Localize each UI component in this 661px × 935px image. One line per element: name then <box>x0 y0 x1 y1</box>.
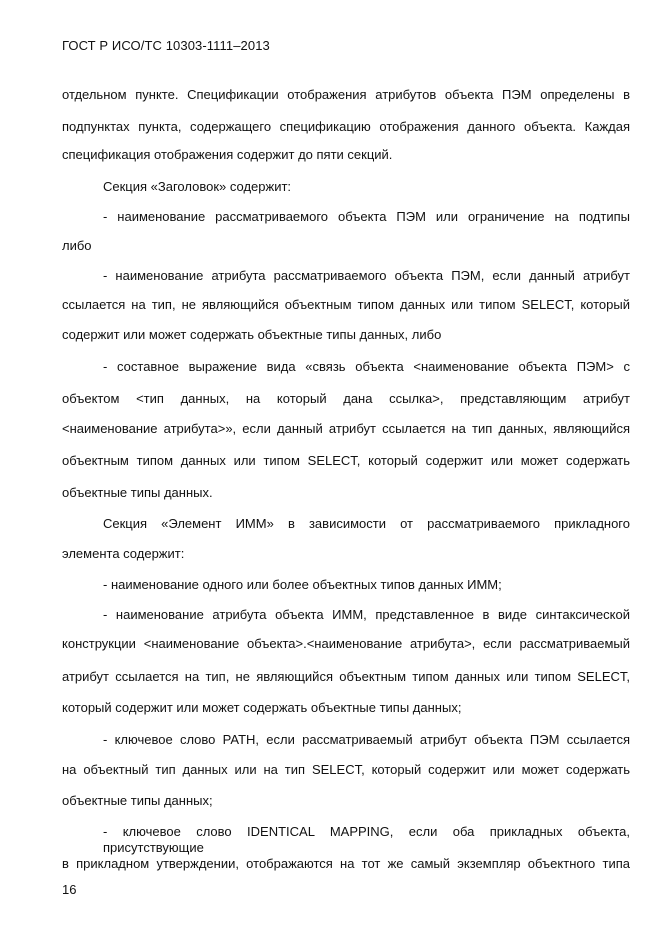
text-line: спецификация отображения содержит до пяти секций. <box>62 147 393 162</box>
text-line: конструкции <наименование объекта>.<наименование атрибута>, если рассматриваемый <box>62 636 630 651</box>
text-line: отдельном пункте. Спецификации отображения атрибутов объекта ПЭМ определены в <box>62 87 630 102</box>
text-line: объектные типы данных. <box>62 485 213 500</box>
text-line: элемента содержит: <box>62 546 185 561</box>
section-heading-line: Секция «Заголовок» содержит: <box>103 179 292 194</box>
text-line: в прикладном утверждении, отображаются на тот же самый экземпляр объектного типа <box>62 856 630 871</box>
document-header: ГОСТ Р ИСО/ТС 10303-1111–2013 <box>62 38 270 53</box>
text-line: объектом <тип данных, на который дана ссылка>, представляющим атрибут <box>62 391 630 406</box>
text-line: ссылается на тип, не являющийся объектным типом данных или типом SELECT, который <box>62 297 630 312</box>
text-line: подпунктах пункта, содержащего спецификацию отображения данного объекта. Каждая <box>62 119 630 134</box>
list-item-line: - ключевое слово IDENTICAL MAPPING, если оба прикладных объекта, присутствующие <box>103 824 630 855</box>
list-item-line: - наименование рассматриваемого объекта ПЭМ или ограничение на подтипы <box>103 209 630 224</box>
text-line: на объектный тип данных или на тип SELECT, который содержит или может содержать <box>62 762 630 777</box>
text-line: объектным типом данных или типом SELECT, который содержит или может содержать <box>62 453 630 468</box>
text-line: объектные типы данных; <box>62 793 213 808</box>
section-heading-line: Секция «Элемент ИММ» в зависимости от рассматриваемого прикладного <box>103 516 630 531</box>
list-item-line: - наименование атрибута объекта ИММ, представленное в виде синтаксической <box>103 607 630 622</box>
text-line: атрибут ссылается на тип, не являющийся объектным типом данных или типом SELECT, <box>62 669 630 684</box>
page-number: 16 <box>62 882 77 897</box>
text-line: либо <box>62 238 92 253</box>
text-line: <наименование атрибута>», если данный атрибут ссылается на тип данных, являющийся <box>62 421 630 436</box>
list-item-line: - ключевое слово PATH, если рассматриваемый атрибут объекта ПЭМ ссылается <box>103 732 630 747</box>
text-line: который содержит или может содержать объектные типы данных; <box>62 700 462 715</box>
list-item-line: - составное выражение вида «связь объекта <наименование объекта ПЭМ> с <box>103 359 630 374</box>
list-item-line: - наименование атрибута рассматриваемого объекта ПЭМ, если данный атрибут <box>103 268 630 283</box>
text-line: содержит или может содержать объектные типы данных, либо <box>62 327 442 342</box>
list-item-line: - наименование одного или более объектных типов данных ИММ; <box>103 577 502 592</box>
